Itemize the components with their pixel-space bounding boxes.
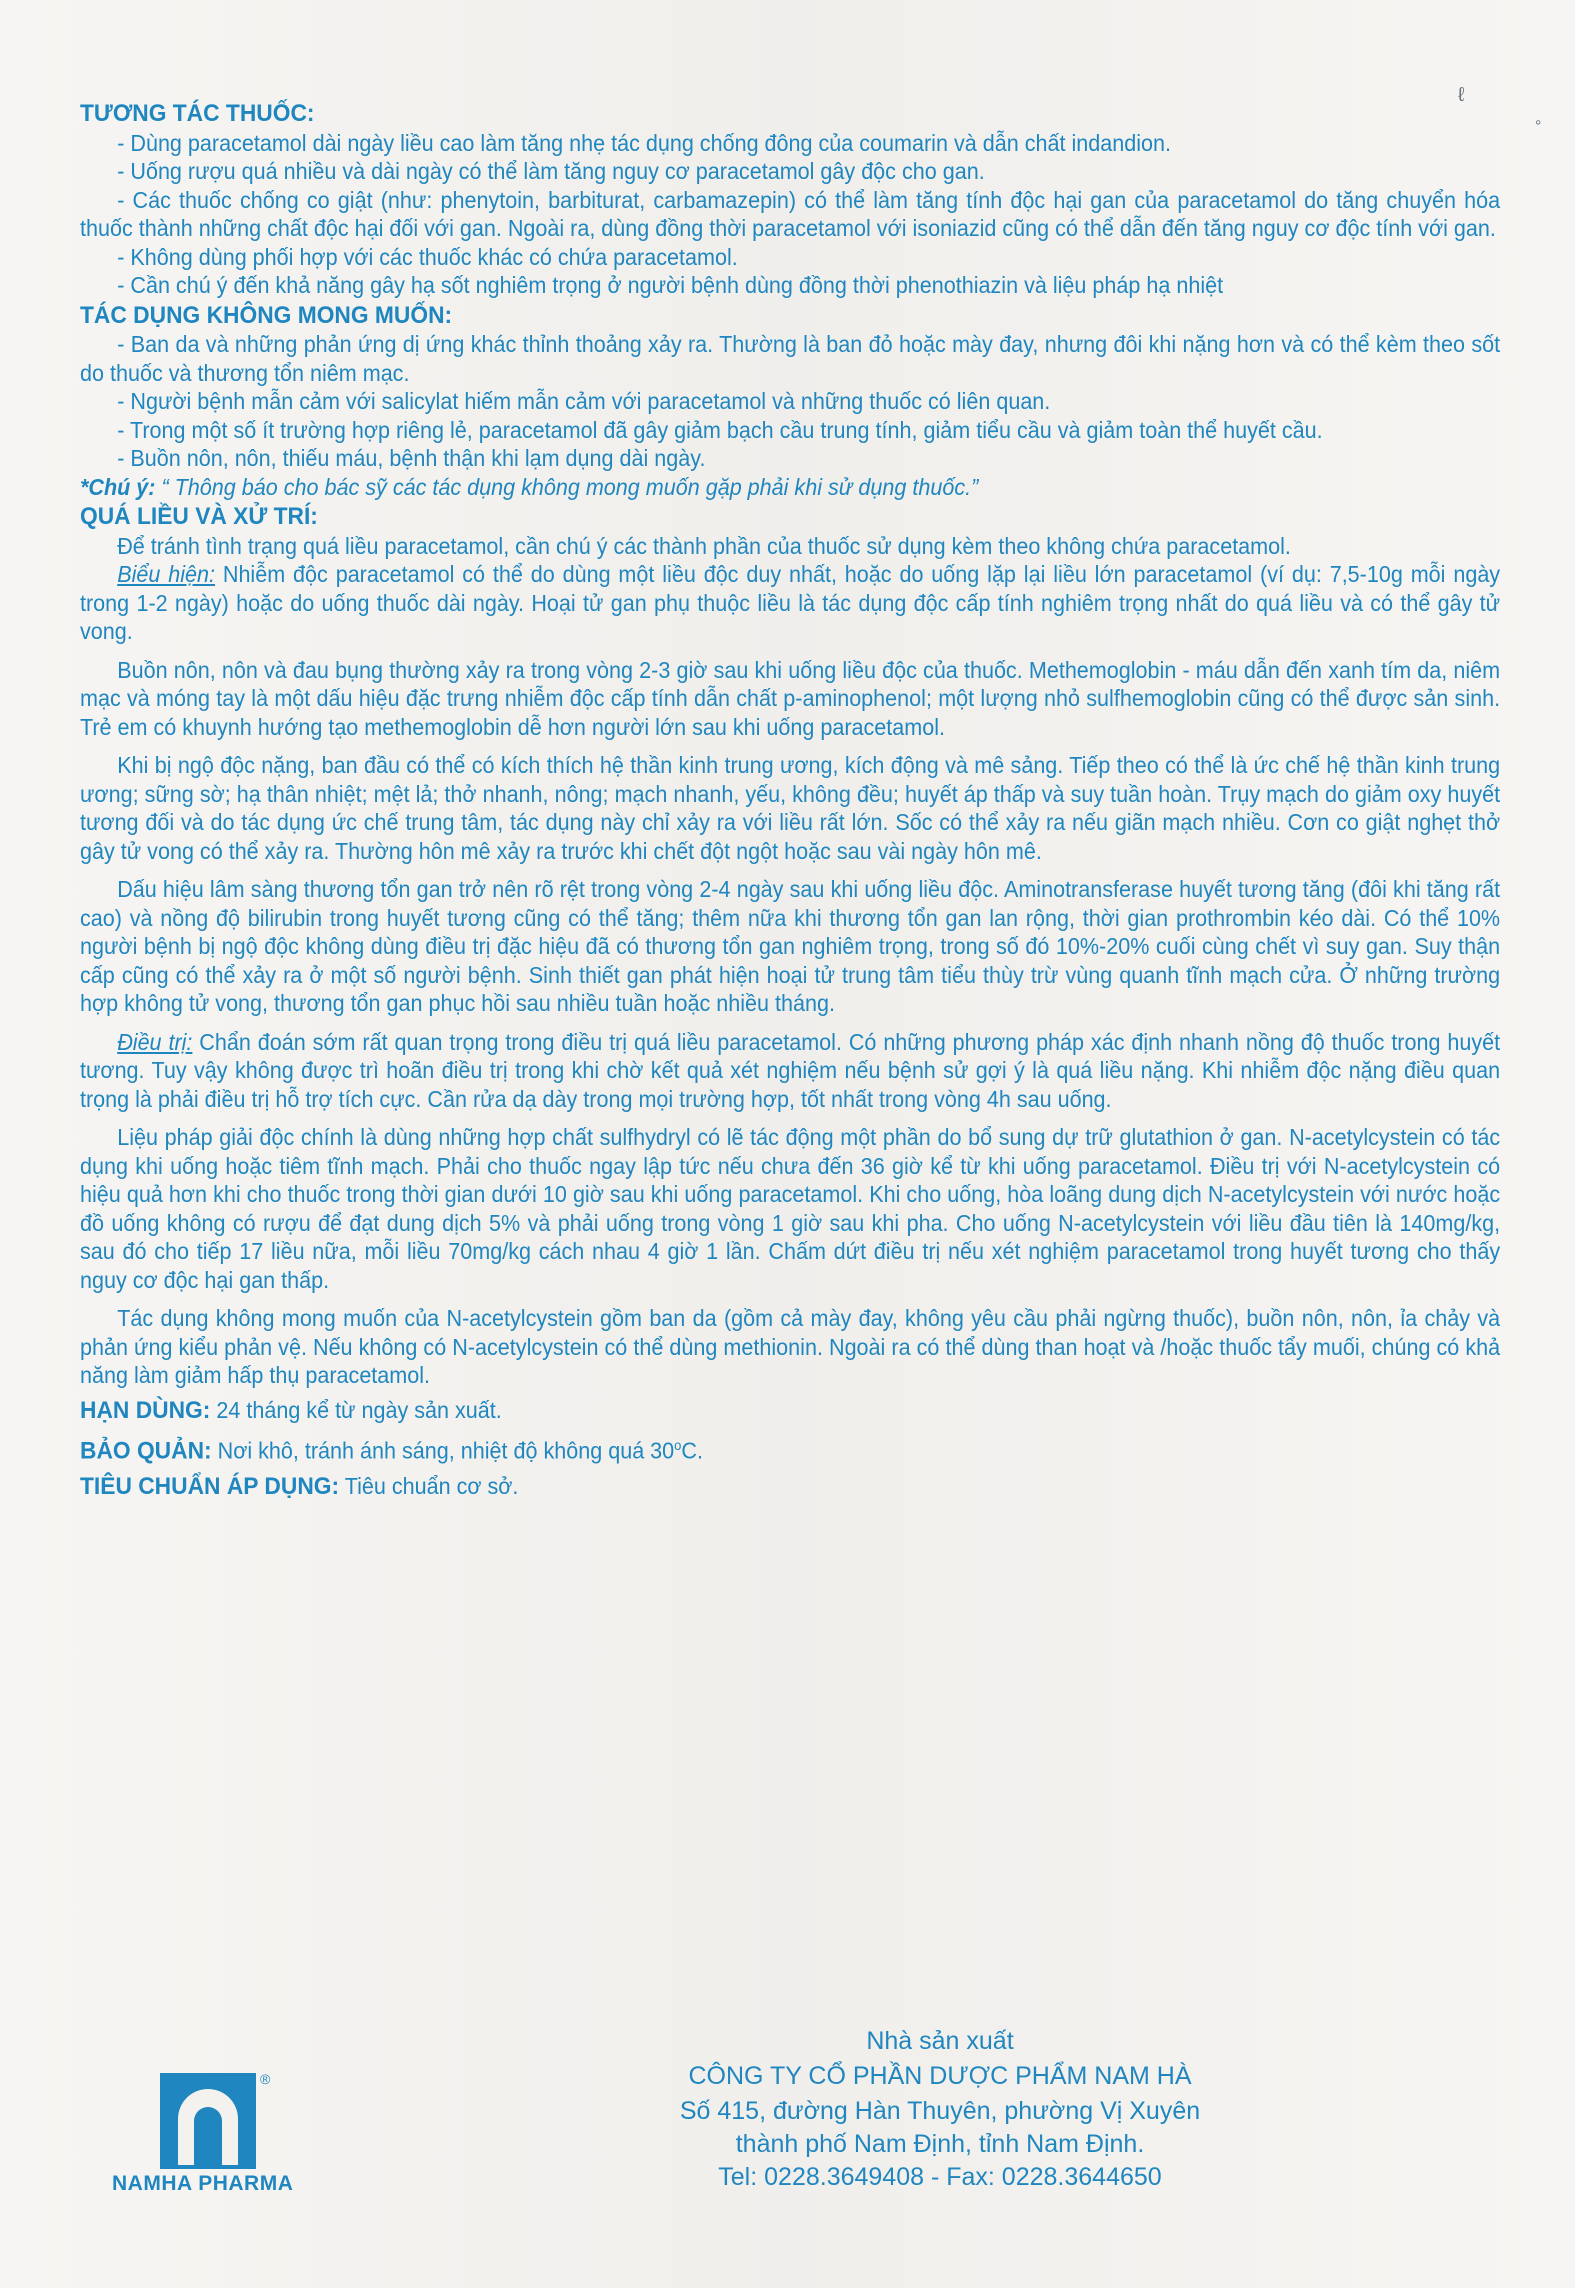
overdose-heading: QUÁ LIỀU VÀ XỬ TRÍ: bbox=[80, 503, 318, 530]
dot-mark: ° bbox=[1535, 118, 1542, 135]
overdose-paragraph: Tác dụng không mong muốn của N-acetylcystein gồm ban da (gồm cả mày đay, không yêu cầu phải ngừng thuốc), buồn nôn, nôn, ỉa chảy và phản ứng kiểu phản vệ. Nếu không có N-acetylcystein có thể dùng methionin. Ngoài ra có thể dùng than hoạt và /hoặc thuốc tẩy muối, chúng có khả năng làm giảm hấp thụ paracetamol. bbox=[80, 1305, 1501, 1388]
overdose-paragraph: Khi bị ngộ độc nặng, ban đầu có thể có kích thích hệ thần kinh trung ương, kích động và mê sảng. Tiếp theo có thể là ức chế hệ thần kinh trung ương; sững sờ; hạ thân nhiệt; mệt lả; thở nhanh, nông; mạch nhanh, yếu, không đều; huyết áp thấp và suy tuần hoàn. Trụy mạch do giảm oxy huyết tương đối và do tác dụng ức chế trung tâm, tác dụng này chỉ xảy ra với liều rất lớn. Sốc có thể xảy ra nếu giãn mạch nhiều. Cơn co giật nghẹt thở gây tử vong có thể xảy ra. Thường hôn mê xảy ra trước khi chết đột ngột hoặc sau vài ngày hôn mê. bbox=[80, 752, 1501, 864]
storage-text: Nơi khô, tránh ánh sáng, nhiệt độ không quá 30 bbox=[211, 1437, 675, 1464]
shelf-life-text: 24 tháng kể từ ngày sản xuất. bbox=[210, 1396, 502, 1423]
namha-logo-icon bbox=[160, 2073, 256, 2169]
note-label: *Chú ý: bbox=[80, 473, 156, 500]
side-effect-item: - Người bệnh mẫn cảm với salicylat hiếm mẫn cảm với paracetamol và những thuốc có liên quan. bbox=[117, 388, 1051, 414]
signs-label: Biểu hiện: bbox=[117, 561, 215, 587]
interaction-item: - Không dùng phối hợp với các thuốc khác có chứa paracetamol. bbox=[117, 243, 738, 270]
registered-mark: ® bbox=[260, 2071, 271, 2087]
shelf-life bbox=[80, 1396, 1500, 1426]
manufacturer-company: CÔNG TY CỔ PHẦN DƯỢC PHẨM NAM HÀ bbox=[688, 2062, 1192, 2090]
storage bbox=[80, 1431, 1500, 1466]
treatment-label: Điều trị: bbox=[117, 1028, 193, 1055]
interaction-item: - Các thuốc chống co giật (như: phenytoin, barbiturat, carbamazepin) có thể làm tăng tính độc hại gan của paracetamol do tăng chuyển hóa thuốc thành những chất độc hại đối với gan. Ngoài ra, dùng đồng thời paracetamol với isoniazid cũng có thể dẫn đến tăng nguy cơ độc tính với gan. bbox=[80, 186, 1501, 241]
overdose-treatment bbox=[80, 1028, 1500, 1114]
side-effects-heading: TÁC DỤNG KHÔNG MONG MUỐN: bbox=[80, 301, 453, 329]
overdose-paragraph: Liệu pháp giải độc chính là dùng những hợp chất sulfhydryl có lẽ tác động một phần do bổ sung dự trữ glutathion ở gan. N-acetylcystein có tác dụng khi uống hoặc tiêm tĩnh mạch. Phải cho thuốc ngay lập tức nếu chưa đến 36 giờ kể từ khi uống paracetamol. Điều trị với N-acetylcystein có hiệu quả hơn khi cho thuốc trong thời gian dưới 10 giờ sau khi uống paracetamol. Khi cho uống, hòa loãng dung dịch N-acetylcystein với nước hoặc đồ uống không có rượu để đạt dung dịch 5% và phải uống trong vòng 1 giờ sau khi pha. Cho uống N-acetylcystein với liều đầu tiên là 140mg/kg, sau đó cho tiếp 17 liều nữa, mỗi liều 70mg/kg cách nhau 4 giờ 1 lần. Chấm dứt điều trị nếu xét nghiệm paracetamol trong huyết tương cho thấy nguy cơ độc hại gan thấp. bbox=[80, 1124, 1501, 1293]
manufacturer-phone: Tel: 0228.3649408 - Fax: 0228.3644650 bbox=[718, 2163, 1162, 2191]
overdose-paragraph: Buồn nôn, nôn và đau bụng thường xảy ra trong vòng 2-3 giờ sau khi uống liều độc của thuốc. Methemoglobin - máu dẫn đến xanh tím da, niêm mạc và móng tay là một dấu hiệu đặc trưng nhiễm độc cấp tính dẫn chất p-aminophenol; một lượng nhỏ sulfhemoglobin cũng có thể được sản sinh. Trẻ em có khuynh hướng tạo methemoglobin dễ hơn người lớn sau khi uống paracetamol. bbox=[80, 656, 1501, 740]
note-text: “ Thông báo cho bác sỹ các tác dụng không mong muốn gặp phải khi sử dụng thuốc.” bbox=[155, 473, 979, 500]
manufacturer-heading: Nhà sản xuất bbox=[866, 2027, 1014, 2055]
leaflet-content bbox=[80, 98, 1500, 1502]
side-effect-item: - Trong một số ít trường hợp riêng lẻ, paracetamol đã gây giảm bạch cầu trung tính, giảm tiểu cầu và giảm toàn thể huyết cầu. bbox=[117, 416, 1323, 443]
storage-unit: C. bbox=[681, 1437, 703, 1464]
standard-label: TIÊU CHUẨN ÁP DỤNG: bbox=[80, 1473, 340, 1501]
interaction-item: - Cần chú ý đến khả năng gây hạ sốt nghiêm trọng ở người bệnh dùng đồng thời phenothiazin và liệu pháp hạ nhiệt bbox=[117, 272, 1224, 298]
interaction-item: - Dùng paracetamol dài ngày liều cao làm tăng nhẹ tác dụng chống đông của coumarin và dẫn chất indandion. bbox=[117, 129, 1171, 156]
pen-mark: ℓ bbox=[1458, 84, 1465, 106]
treatment-text: Chẩn đoán sớm rất quan trọng trong điều trị quá liều paracetamol. Có những phương pháp xác định nhanh nồng độ thuốc trong huyết tương. Tuy vậy không được trì hoãn điều trị trong khi chờ kết quả xét nghiệm nếu bệnh sử gợi ý là quá liều nặng. Khi nhiễm độc nặng điều quan trọng là phải điều trị hỗ trợ tích cực. Cần rửa dạ dày trong mọi trường hợp, tốt nhất trong vòng 4h sau uống. bbox=[80, 1028, 1501, 1112]
manufacturer-address2: thành phố Nam Định, tỉnh Nam Định. bbox=[735, 2130, 1145, 2158]
degree-sup: o bbox=[674, 1437, 682, 1453]
interaction-item: - Uống rượu quá nhiều và dài ngày có thể làm tăng nguy cơ paracetamol gây độc cho gan. bbox=[117, 158, 985, 184]
standard bbox=[80, 1472, 1500, 1502]
shelf-life-label: HẠN DÙNG: bbox=[80, 1396, 211, 1424]
side-effects-note bbox=[80, 473, 1500, 502]
overdose-paragraph: Dấu hiệu lâm sàng thương tổn gan trở nên rõ rệt trong vòng 2-4 ngày sau khi uống liều độc. Aminotransferase huyết tương tăng (đôi khi tăng rất cao) và nồng độ bilirubin trong huyết tương cũng có thể tăng; thêm nữa khi thương tổn gan lan rộng, thời gian prothrombin kéo dài. Có thể 10% người bệnh bị ngộ độc không dùng điều trị đặc hiệu đã có thương tổn gan nghiêm trọng, trong số đó 10%-20% cuối cùng chết vì suy gan. Suy thận cấp cũng có thể xảy ra ở một số người bệnh. Sinh thiết gan phát hiện hoại tử trung tâm tiểu thùy trừ vùng quanh tĩnh mạch cửa. Ở những trường hợp không tử vong, thương tổn gan phục hồi sau nhiều tuần hoặc nhiều tháng. bbox=[80, 876, 1501, 1016]
signs-text: Nhiễm độc paracetamol có thể do dùng một liều độc duy nhất, hoặc do uống lặp lại liều lớn paracetamol (ví dụ: 7,5-10g mỗi ngày trong 1-2 ngày) hoặc do uống thuốc dài ngày. Hoại tử gan phụ thuộc liều là tác dụng độc cấp tính nghiêm trọng nhất do quá liều và có thể gây tử vong. bbox=[80, 561, 1501, 644]
manufacturer-address1: Số 415, đường Hàn Thuyên, phường Vị Xuyên bbox=[679, 2097, 1201, 2125]
overdose-signs bbox=[80, 560, 1500, 646]
side-effect-item: - Ban da và những phản ứng dị ứng khác thỉnh thoảng xảy ra. Thường là ban đỏ hoặc mày đay, nhưng đôi khi nặng hơn và có thể kèm theo sốt do thuốc và thương tổn niêm mạc. bbox=[80, 331, 1501, 386]
standard-text: Tiêu chuẩn cơ sở. bbox=[339, 1473, 519, 1500]
storage-label: BẢO QUẢN: bbox=[80, 1437, 212, 1465]
overdose-intro: Để tránh tình trạng quá liều paracetamol, cần chú ý các thành phần của thuốc sử dụng kèm theo không chứa paracetamol. bbox=[117, 532, 1291, 559]
logo-text: NAMHA PHARMA bbox=[112, 2172, 294, 2195]
side-effect-item: - Buồn nôn, nôn, thiếu máu, bệnh thận khi lạm dụng dài ngày. bbox=[117, 445, 706, 471]
interaction-heading: TƯƠNG TÁC THUỐC: bbox=[80, 100, 315, 127]
